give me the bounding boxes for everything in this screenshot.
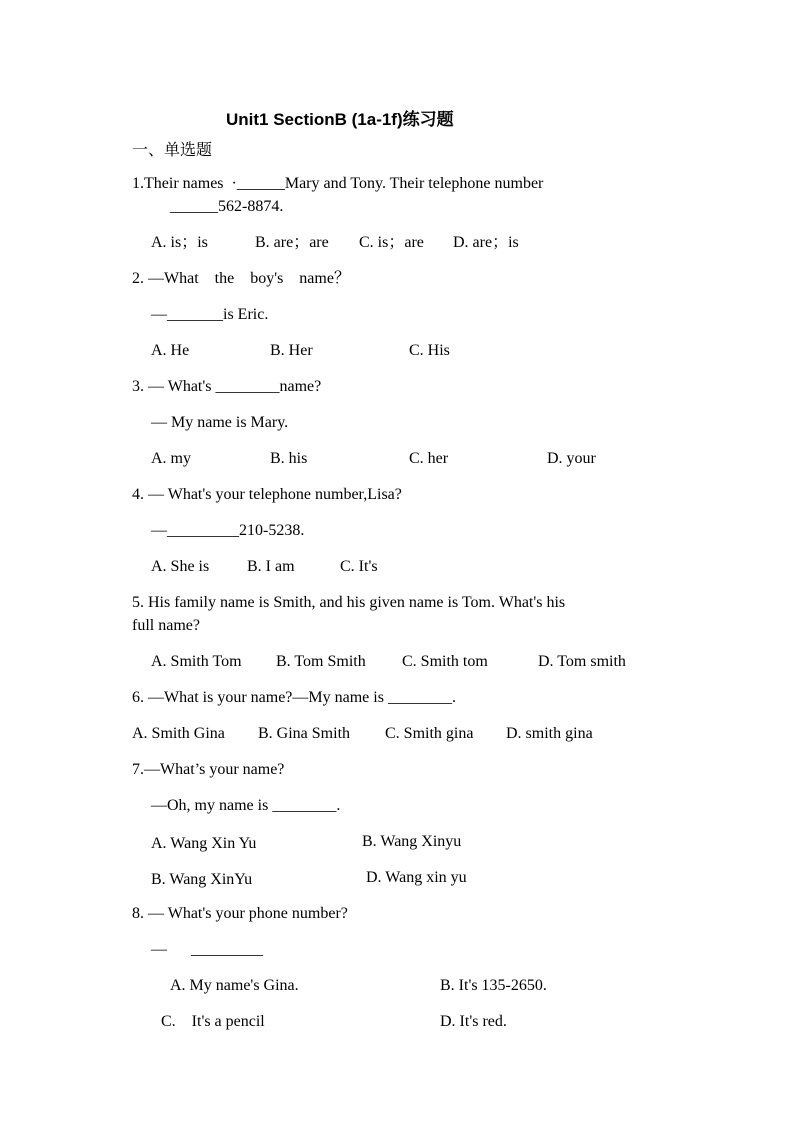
question-text: 7.—What’s your name? <box>132 761 285 778</box>
option-a[interactable]: A. Wang Xin Yu <box>151 835 257 852</box>
page-title: Unit1 SectionB (1a-1f)练习题 <box>226 110 454 129</box>
question-text: —_________210-5238. <box>151 522 305 539</box>
question-text: 5. His family name is Smith, and his given name is Tom. What's his <box>132 594 566 611</box>
question-text: — _________ <box>151 941 263 958</box>
question-text: 1.Their names ·______Mary and Tony. Their telephone number <box>132 175 544 192</box>
question-text: ______562-8874. <box>170 198 284 215</box>
question-text: 6. —What is your name?—My name is ________. <box>132 689 456 706</box>
option-a[interactable]: A. She is <box>151 558 210 575</box>
question-text: 3. — What's ________name? <box>132 378 322 395</box>
option-a[interactable]: A. He <box>151 342 190 359</box>
option-a[interactable]: A. Smith Gina <box>132 725 225 742</box>
question-text: 2. —What the boy's name？ <box>132 270 350 287</box>
option-a[interactable]: A. My name's Gina. <box>170 977 299 994</box>
question-text: —Oh, my name is ________. <box>151 797 341 814</box>
option-c[interactable]: C. Smith tom <box>402 653 488 670</box>
option-b[interactable]: B. his <box>270 450 308 467</box>
section-heading: 一、单选题 <box>132 140 213 159</box>
option-c[interactable]: C. Smith gina <box>385 725 474 742</box>
option-d[interactable]: D. smith gina <box>506 725 593 742</box>
option-d[interactable]: D. Tom smith <box>538 653 626 670</box>
option-d[interactable]: D. are；is <box>453 234 519 251</box>
option-c[interactable]: C. His <box>409 342 450 359</box>
option-d[interactable]: D. It's red. <box>440 1013 507 1030</box>
option-b[interactable]: B. Tom Smith <box>276 653 366 670</box>
question-text: — My name is Mary. <box>151 414 289 431</box>
option-d[interactable]: D. Wang xin yu <box>366 869 467 886</box>
option-c[interactable]: C. It's a pencil <box>161 1013 265 1030</box>
question-text: —_______is Eric. <box>151 306 269 323</box>
option-c[interactable]: C. It's <box>340 558 378 575</box>
option-b[interactable]: B. I am <box>247 558 295 575</box>
option-a[interactable]: A. Smith Tom <box>151 653 242 670</box>
question-text: full name? <box>132 617 200 634</box>
option-a[interactable]: A. my <box>151 450 191 467</box>
option-b[interactable]: B. Gina Smith <box>258 725 351 742</box>
question-text: 4. — What's your telephone number,Lisa? <box>132 486 402 503</box>
question-text: 8. — What's your phone number? <box>132 905 348 922</box>
option-b[interactable]: B. It's 135-2650. <box>440 977 547 994</box>
option-b[interactable]: B. Wang Xinyu <box>362 833 462 850</box>
option-b[interactable]: B. are；are <box>255 234 329 251</box>
option-b[interactable]: B. Her <box>270 342 313 359</box>
option-c[interactable]: C. is；are <box>359 234 424 251</box>
option-d[interactable]: D. your <box>547 450 596 467</box>
option-a[interactable]: A. is；is <box>151 234 208 251</box>
option-c[interactable]: C. her <box>409 450 449 467</box>
option-b-second[interactable]: B. Wang XinYu <box>151 871 253 888</box>
